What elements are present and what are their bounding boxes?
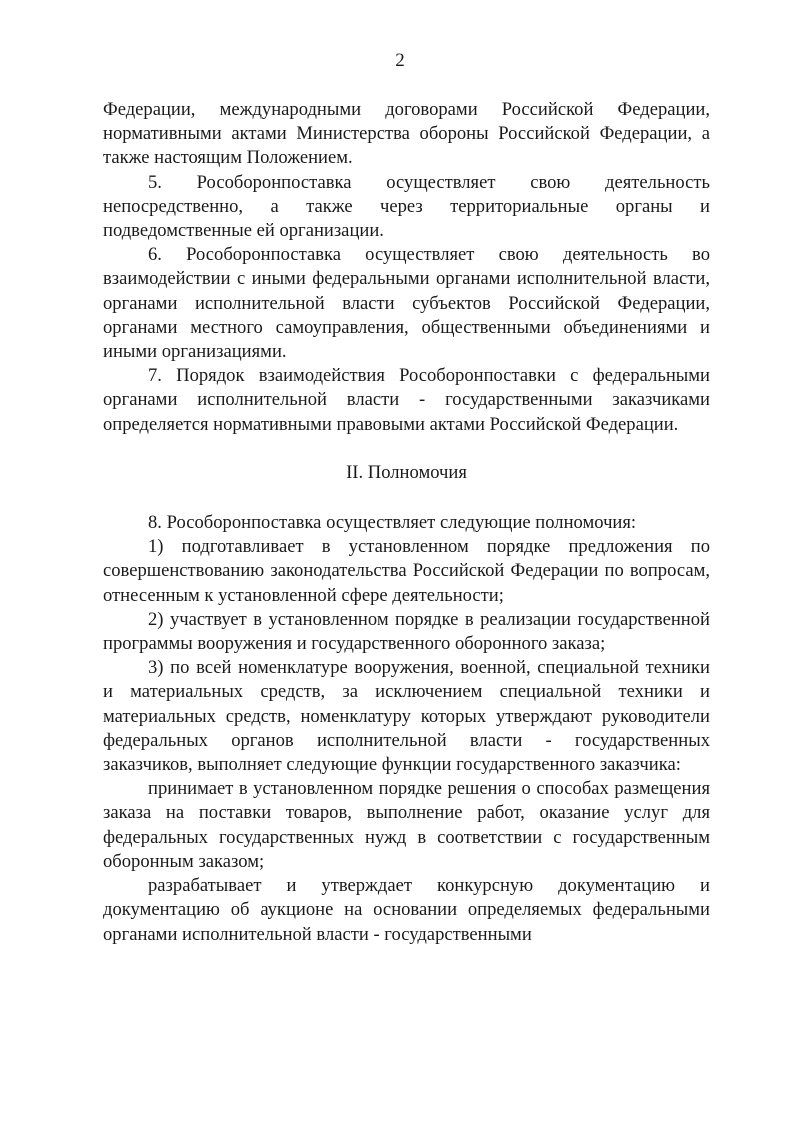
subitem-3: 3) по всей номенклатуре вооружения, военной, специальной техники и материальных средств, за исключением специальной техники и материальных средств, номенклатуру которых утверждают руководители федеральных органов исполнительной власти - государственных заказчиков, выполняет следующие функции государственного заказчика:	[103, 657, 710, 776]
document-body	[103, 98, 710, 947]
subitem-1: 1) подготавливает в установленном порядке предложения по совершенствованию законодательства Российской Федерации по вопросам, отнесенным к установленной сфере деятельности;	[103, 536, 710, 606]
paragraph-item-6: 6. Рособоронпоставка осуществляет свою деятельность во взаимодействии с иными федеральными органами исполнительной власти, органами исполнительной власти субъектов Российской Федерации, органами местного самоуправления, общественными объединениями и иными организациями.	[103, 244, 710, 363]
paragraph-item-7: 7. Порядок взаимодействия Рособоронпоставки с федеральными органами исполнительной власти - государственными заказчиками определяется нормативными правовыми актами Российской Федерации.	[103, 365, 710, 435]
section-heading: II. Полномочия	[346, 461, 467, 483]
paragraph-item-5: 5. Рособоронпоставка осуществляет свою деятельность непосредственно, а также через территориальные органы и подведомственные ей организации.	[103, 171, 710, 242]
function-paragraph-1: принимает в установленном порядке решения о способах размещения заказа на поставки товаров, выполнение работ, оказание услуг для федеральных государственных нужд в соответствии с государственным оборонным заказом;	[103, 778, 710, 872]
paragraph-item-8: 8. Рособоронпоставка осуществляет следующие полномочия:	[148, 512, 637, 534]
paragraph-continuation: Федерации, международными договорами Российской Федерации, нормативными актами Министерства обороны Российской Федерации, а также настоящим Положением.	[103, 99, 710, 169]
function-paragraph-2: разрабатывает и утверждает конкурсную документацию и документацию об аукционе на основании определяемых федеральными органами исполнительной власти - государственными	[103, 875, 710, 945]
page-number: 2	[395, 50, 405, 71]
subitem-2: 2) участвует в установленном порядке в реализации государственной программы вооружения и государственного оборонного заказа;	[103, 608, 710, 655]
